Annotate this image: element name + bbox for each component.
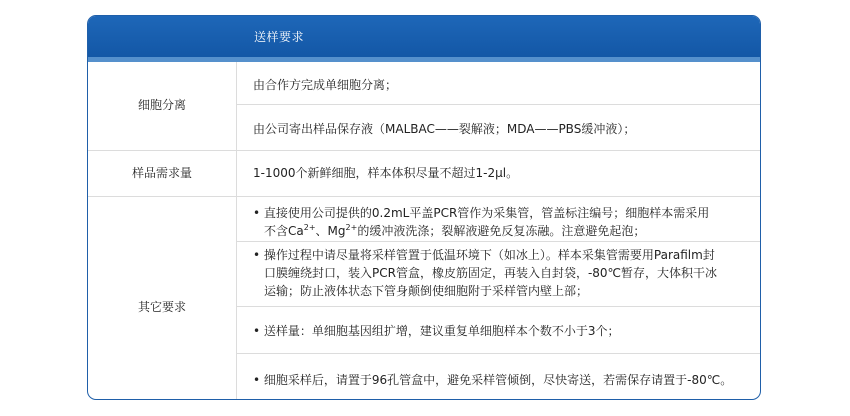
other-row-1-line-1: • 直接使用公司提供的0.2mL平盖PCR管作为采集管，管盖标注编号；细胞样本需采用 [253,206,710,220]
sample-requirements-table [87,15,761,400]
other-row-2-line-2: 口膜缠绕封口，装入PCR管盒，橡皮筋固定，再装入自封袋，-80℃暂存，大体积干冰 [264,266,718,280]
section-label-other: 其它要求 [137,300,186,314]
section-label-cell-isolation: 细胞分离 [137,98,186,112]
cell-isolation-row-1: 由合作方完成单细胞分离； [253,78,398,92]
row-divider [237,306,760,307]
table-header [88,16,760,57]
text-segment: 不含Ca [264,224,304,238]
superscript: 2+ [303,223,316,232]
other-row-2 [253,246,750,300]
other-row-2-line-1: • 操作过程中请尽量将采样管置于低温环境下（如冰上）。样本采集管需要用Parafilm封 [253,248,715,262]
text-segment: 的缓冲液洗涤；裂解液避免反复冻融。注意避免起泡； [357,224,646,238]
section-label-sample-amount: 样品需求量 [131,166,192,180]
other-row-1-line-2 [253,222,750,240]
other-row-2-line-3: 运输；防止液体状态下管身颠倒使细胞附于采样管内壁上部； [264,284,589,298]
cell-isolation-row-2: 由公司寄出样品保存液（MALBAC——裂解液；MDA——PBS缓冲液）； [253,122,636,136]
text-segment: 、Mg [315,224,346,238]
superscript: 2+ [345,223,358,232]
section-divider [88,196,760,197]
row-divider [237,241,760,242]
table-header-title: 送样要求 [254,30,305,44]
other-row-4: • 细胞采样后，请置于96孔管盒中，避免采样管倾倒，尽快寄送，若需保存请置于-80℃。 [253,373,733,387]
row-divider [237,353,760,354]
other-row-1 [253,204,750,240]
row-divider [237,104,760,105]
sample-amount-row-1: 1-1000个新鲜细胞，样本体积尽量不超过1-2μl。 [253,166,519,180]
other-row-3: • 送样量：单细胞基因组扩增，建议重复单细胞样本个数不小于3个； [253,324,620,338]
column-divider [236,62,237,399]
header-accent-bar [88,57,760,62]
section-divider [88,150,760,151]
